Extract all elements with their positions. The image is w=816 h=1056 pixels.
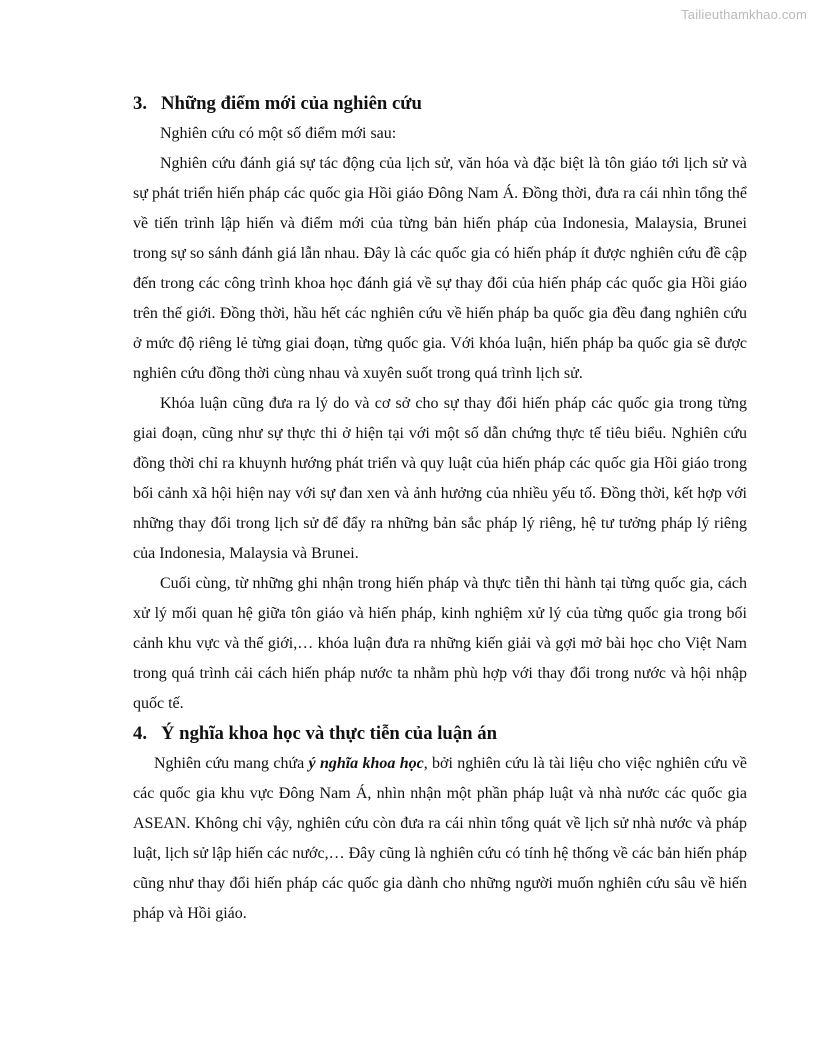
section-4-p1-emphasis: ý nghĩa khoa học <box>308 755 424 772</box>
section-3-heading <box>133 89 747 119</box>
section-4-heading <box>133 719 747 749</box>
section-4-paragraph-1 <box>133 749 747 929</box>
section-4-number: 4. <box>133 723 148 744</box>
section-4-p1-before: Nghiên cứu mang chứa <box>154 755 309 772</box>
section-4-p1-after: , bởi nghiên cứu là tài liệu cho việc nghiên cứu về các quốc gia khu vực Đông Nam Á, nhìn nhận một phần pháp luật và nhà nước các quốc gia ASEAN. Không chỉ vậy, nghiên cứu còn đưa ra cái nhìn tổng quát về lịch sử nhà nước và pháp luật, lịch sử lập hiến các nước,… Đây cũng là nghiên cứu có tính hệ thống về các bản hiến pháp cũng như thay đổi hiến pháp các quốc gia dành cho những người muốn nghiên cứu sâu về hiến pháp và Hồi giáo. <box>133 755 748 922</box>
section-3-title: Những điểm mới của nghiên cứu <box>161 93 422 114</box>
section-3-paragraph-2: Khóa luận cũng đưa ra lý do và cơ sở cho sự thay đổi hiến pháp các quốc gia trong từng giai đoạn, cũng như sự thực thi ở hiện tại với một số dẫn chứng thực tế tiêu biểu. Nghiên cứu đồng thời chỉ ra khuynh hướng phát triển và quy luật của hiến pháp các quốc gia Hồi giáo trong bối cảnh xã hội hiện nay với sự đan xen và ảnh hưởng của nhiều yếu tố. Đồng thời, kết hợp với những thay đổi trong lịch sử để đẩy ra những bản sắc pháp lý riêng, hệ tư tưởng pháp lý riêng của Indonesia, Malaysia và Brunei. <box>133 395 747 562</box>
document-page <box>133 89 747 929</box>
section-3-paragraph-1: Nghiên cứu đánh giá sự tác động của lịch sử, văn hóa và đặc biệt là tôn giáo tới lịch sử và sự phát triển hiến pháp các quốc gia Hồi giáo Đông Nam Á. Đồng thời, đưa ra cái nhìn tổng thể về tiến trình lập hiến và điểm mới của từng bản hiến pháp của Indonesia, Malaysia, Brunei trong sự so sánh đánh giá lẫn nhau. Đây là các quốc gia có hiến pháp ít được nghiên cứu đề cập đến trong các công trình khoa học đánh giá về sự thay đổi của hiến pháp các quốc gia Hồi giáo trên thế giới. Đồng thời, hầu hết các nghiên cứu về hiến pháp ba quốc gia đều đang nghiên cứu ở mức độ riêng lẻ từng giai đoạn, từng quốc gia. Với khóa luận, hiến pháp ba quốc gia sẽ được nghiên cứu đồng thời cùng nhau và xuyên suốt trong quá trình lịch sử. <box>133 155 747 382</box>
section-3-paragraph-3: Cuối cùng, từ những ghi nhận trong hiến pháp và thực tiễn thi hành tại từng quốc gia, cách xử lý mối quan hệ giữa tôn giáo và hiến pháp, kinh nghiệm xử lý của từng quốc gia trong bối cảnh khu vực và thế giới,… khóa luận đưa ra những kiến giải và gợi mở bài học cho Việt Nam trong quá trình cải cách hiến pháp nước ta nhằm phù hợp với thay đổi trong nước và hội nhập quốc tế. <box>133 575 747 712</box>
section-4-title: Ý nghĩa khoa học và thực tiễn của luận án <box>161 723 497 744</box>
section-3-intro: Nghiên cứu có một số điểm mới sau: <box>160 125 397 142</box>
watermark: Tailieuthamkhao.com <box>681 7 807 22</box>
section-3-number: 3. <box>133 93 148 114</box>
